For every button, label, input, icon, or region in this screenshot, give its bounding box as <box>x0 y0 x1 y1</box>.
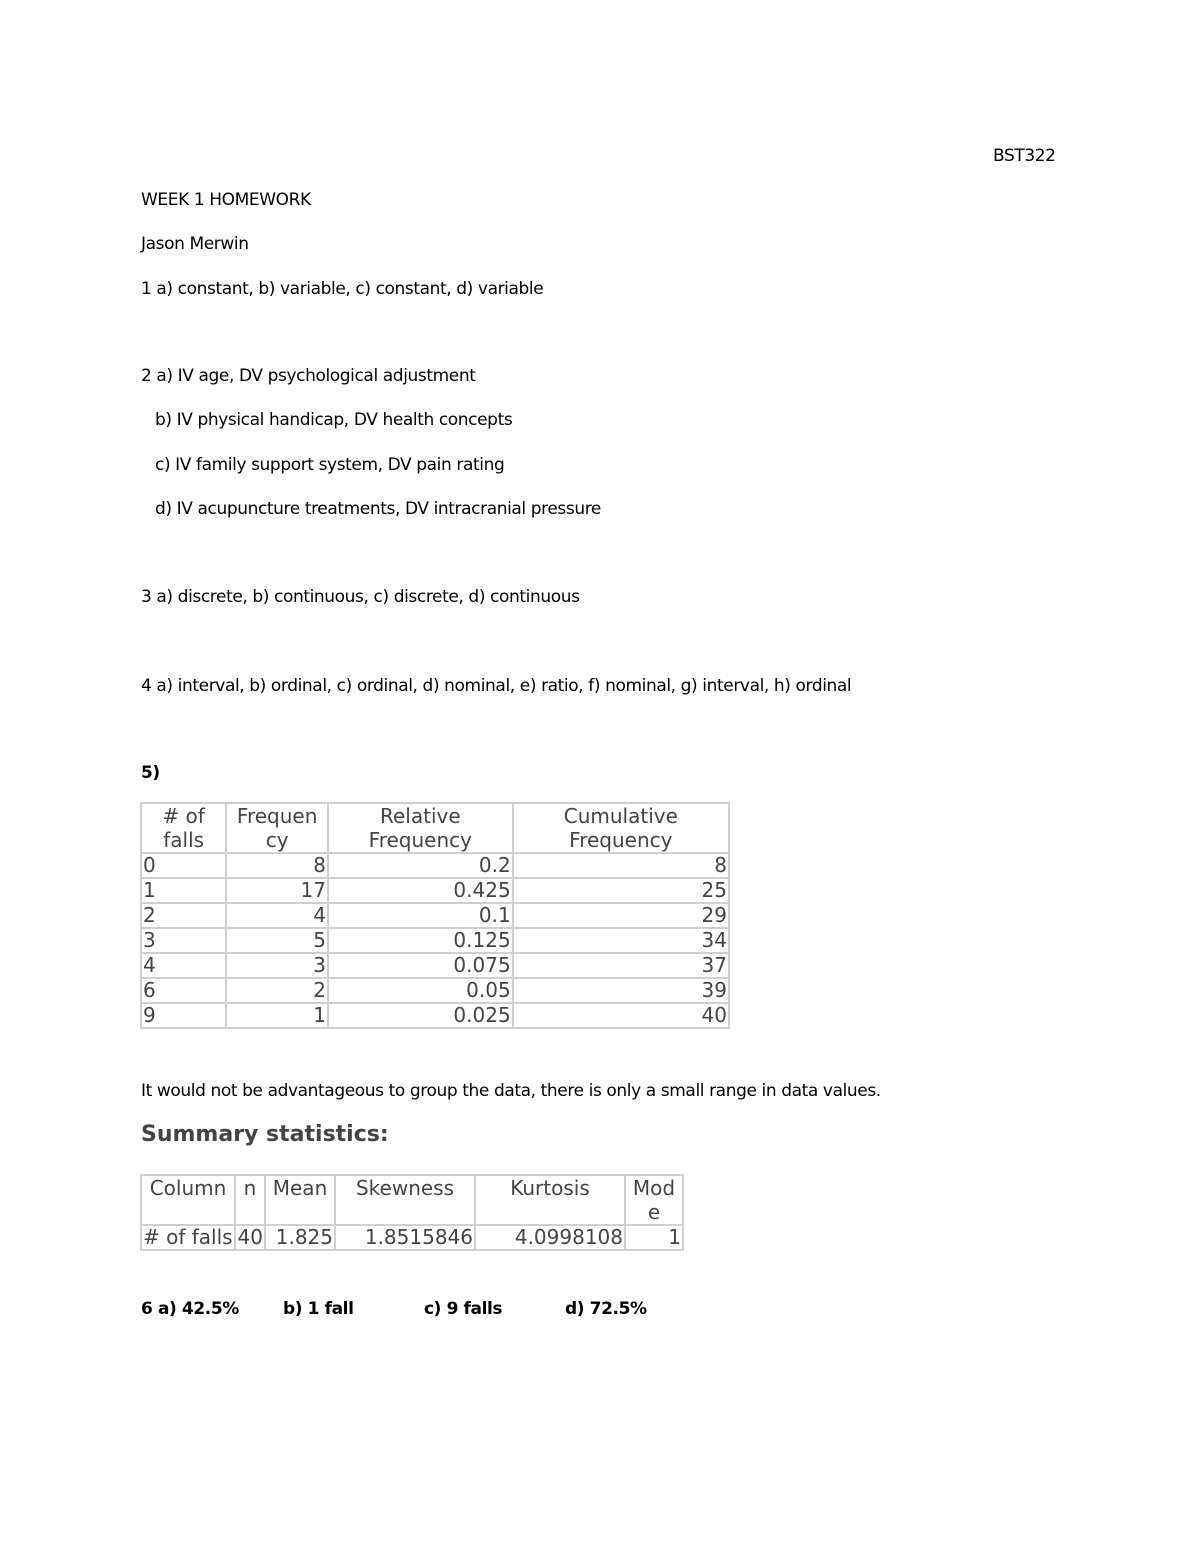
cumulative-frequency-cell: 37 <box>513 953 729 978</box>
relative-frequency-cell: 0.075 <box>328 953 513 978</box>
falls-cell: 6 <box>141 978 226 1003</box>
falls-cell: 3 <box>141 928 226 953</box>
kurtosis-cell: 4.0998108 <box>475 1225 625 1250</box>
relative-frequency-cell: 0.025 <box>328 1003 513 1028</box>
cumulative-frequency-cell: 40 <box>513 1003 729 1028</box>
relative-frequency-cell: 0.425 <box>328 878 513 903</box>
header-n: n <box>235 1175 265 1225</box>
answer-6a: 6 a) 42.5% <box>141 1299 239 1319</box>
header-falls: # of falls <box>141 803 226 853</box>
frequency-cell: 1 <box>226 1003 328 1028</box>
table-row <box>141 953 729 978</box>
summary-table-header <box>141 1175 683 1225</box>
table-row <box>141 903 729 928</box>
answer-4: 4 a) interval, b) ordinal, c) ordinal, d) nominal, e) ratio, f) nominal, g) interval, h) ordinal <box>141 676 852 696</box>
frequency-cell: 17 <box>226 878 328 903</box>
answer-2b: b) IV physical handicap, DV health concepts <box>155 410 513 430</box>
falls-cell: 1 <box>141 878 226 903</box>
answer-3: 3 a) discrete, b) continuous, c) discrete, d) continuous <box>141 587 580 607</box>
header-skewness: Skewness <box>335 1175 475 1225</box>
table-row <box>141 1003 729 1028</box>
header-frequency: Frequen cy <box>226 803 328 853</box>
frequency-table-header <box>141 803 729 853</box>
relative-frequency-cell: 0.1 <box>328 903 513 928</box>
frequency-cell: 2 <box>226 978 328 1003</box>
answer-6d: d) 72.5% <box>565 1299 647 1319</box>
summary-statistics-heading: Summary statistics: <box>141 1122 389 1147</box>
cumulative-frequency-cell: 29 <box>513 903 729 928</box>
question-5-label: 5) <box>141 763 160 783</box>
answer-6c: c) 9 falls <box>424 1299 503 1319</box>
relative-frequency-cell: 0.05 <box>328 978 513 1003</box>
relative-frequency-cell: 0.2 <box>328 853 513 878</box>
header-relative-frequency: Relative Frequency <box>328 803 513 853</box>
table-row <box>141 978 729 1003</box>
course-code: BST322 <box>993 146 1056 166</box>
table-row <box>141 878 729 903</box>
frequency-cell: 3 <box>226 953 328 978</box>
answer-2a: 2 a) IV age, DV psychological adjustment <box>141 366 476 386</box>
cumulative-frequency-cell: 25 <box>513 878 729 903</box>
table-row <box>141 928 729 953</box>
mode-cell: 1 <box>625 1225 683 1250</box>
column-name-cell: # of falls <box>141 1225 235 1250</box>
document-title: WEEK 1 HOMEWORK <box>141 190 311 210</box>
frequency-cell: 4 <box>226 903 328 928</box>
cumulative-frequency-cell: 34 <box>513 928 729 953</box>
mean-cell: 1.825 <box>265 1225 335 1250</box>
header-cumulative-frequency: Cumulative Frequency <box>513 803 729 853</box>
answer-6b: b) 1 fall <box>283 1299 354 1319</box>
answer-2d: d) IV acupuncture treatments, DV intracranial pressure <box>155 499 601 519</box>
summary-statistics-table <box>140 1174 684 1251</box>
header-mean: Mean <box>265 1175 335 1225</box>
frequency-cell: 8 <box>226 853 328 878</box>
falls-cell: 2 <box>141 903 226 928</box>
frequency-cell: 5 <box>226 928 328 953</box>
author-name: Jason Merwin <box>141 234 249 254</box>
n-cell: 40 <box>235 1225 265 1250</box>
skewness-cell: 1.8515846 <box>335 1225 475 1250</box>
grouping-note: It would not be advantageous to group the data, there is only a small range in data values. <box>141 1081 881 1101</box>
falls-cell: 4 <box>141 953 226 978</box>
header-column: Column <box>141 1175 235 1225</box>
header-mode: Mod e <box>625 1175 683 1225</box>
table-row <box>141 1225 683 1250</box>
falls-cell: 0 <box>141 853 226 878</box>
answer-2c: c) IV family support system, DV pain rating <box>155 455 505 475</box>
cumulative-frequency-cell: 8 <box>513 853 729 878</box>
falls-cell: 9 <box>141 1003 226 1028</box>
header-kurtosis: Kurtosis <box>475 1175 625 1225</box>
table-row <box>141 853 729 878</box>
frequency-table <box>140 802 730 1029</box>
relative-frequency-cell: 0.125 <box>328 928 513 953</box>
answer-1: 1 a) constant, b) variable, c) constant, d) variable <box>141 279 544 299</box>
cumulative-frequency-cell: 39 <box>513 978 729 1003</box>
